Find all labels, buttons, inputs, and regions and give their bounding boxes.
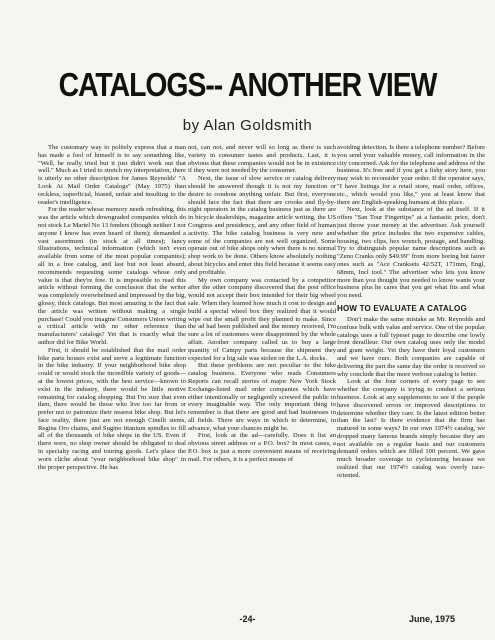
paragraph: not, can not, and never will so long as there is such variety in consumer tastes and products. Last, it is obvious that these companies would not be in existence if they were not needed by the consumer. (188, 144, 336, 175)
paragraph: Next, look at the substance of the ad itself. If it offers "San Tour Fingertips" at a fantastic price, don't just throw your money at the advertiser. Ask yourself whether the price includes the two expensive cables, housing, two clips, hex wrench, postage, and handling. Try to distinguish popular name descriptions such as "Zeno Cranks only $49.99" from more boring but fairer ones such as "Ace Cranksets 42/52T, 171mm, Engl, 68mm, Incl tool." The advertiser who lets you know more than you thought you needed to know wants your business plus he cares that you get what fits and what you need. (337, 206, 485, 300)
issue-date: June, 1975 (408, 614, 455, 624)
paragraph: The customary way to politely express that a man has made a fool of himself is to say something like, "Well, he really tried but it just didn't work out that well." Much as I tried to stretch my interpretation, there is utterly no other description for James Reynolds' "A Look At Mail Order Catalogs" (May 1975) than reckless, superficial, biased, unfair and insulting to the reader's intelligence. (38, 144, 186, 206)
article-byline: by Alan Goldsmith (182, 117, 313, 134)
paragraph: avoiding detection. Is there a telephone number? Before you send your valuable money, call information in the city concerned. Ask for the telephone and address of the business. It's free and if you get a fishy story here, you may wish to reconsider your order. If the operator says, "I have listings for a retail store, mail order, offices, etc., which would you like," you at least know that there are English-speaking humans at this place. (337, 144, 485, 206)
paragraph: First, look at the ad—carefully. Does it list an obvious street address or a P.O. box? In most cases, a P.O. box is just a more convenient means of receiving mail. For others, it is a perfect means of (188, 432, 336, 463)
page-number: -24- (239, 614, 256, 624)
paragraph: My own company was contacted by a competitor after the other company discovered that the post office would not accept their box intended for their big wheel sale. When they learned how much it cost to design and build a special wheel box they realized that it would wipe out the small profit they planned to make. Since the ad had been published and the money received, I'm sure a lot of customers were disappointed by the whole affair. Another company called us to buy a large quantity of Campy parts because the shipment they expected for a big sale was stolen on the L.A. docks. (188, 276, 336, 362)
paragraph: Don't make the same mistake as Mr. Reynolds and confuse bulk with value and service. One of the popular catalogs uses a full typeset page to describe one lowly front derailleur. Our own catalog uses only the model and gram weight. Yet they have their loyal customers and we have ours. Both companies are capable of delivering the part the same day the order is received so why conclude that the more verbose catalog is better. (337, 315, 485, 378)
paragraph: Look at the four corners of every page to see whether the company is trying to conduct a serious business. Look at any supplements to see if the people have discovered errors or improved descriptions to determine whether they care. Is the latest edition better than the last? Is there evidence that the firm has matured in some ways? In our own 1974½ catalog, we dropped many famous brands simply because they are not available on a regular basis and our customers demand orders which are filled 100 percent. We gave much broader coverage to cycletouring because we realized that our 1974½ catalog was overly race-oriented. (337, 378, 485, 479)
text-column-2 (188, 144, 336, 592)
section-subheading: HOW TO EVALUATE A CATALOG (337, 303, 467, 313)
paragraph: First, it should be established that the mail order bike parts houses exist and serve a legitimate function in the bike industry. If your neighborhood bike shop could or would stock the incredible variety of goods—at the lowest prices, with the best service—known to exist in the industry, there would be little motive remaining for catalog shopping. But I'm sure that even then, there would be those who live too far from or prefer not to patronize their nearest bike shop. But let's face reality, there just are not enough Cinelli stems, Regina Oro chains, and Sugino titanium spindles to fill all of the thousands of bike shops in the US. Even if there were, no shop owner should be obligated to deal in specialty racing and touring goods. Let's place the worn cliche about "your neighborhood bike shop" in the proper perspective. He has (38, 346, 186, 471)
paragraph: Next, the issue of slow service or catalog delivery should be answered though it is not my function or desire to condone anything unfair. But first, everyone should face the fact that there are crooks and fly-by-night operators in the catalog business just as there are in bicycle dealerships, magazine article writing, the US Congress and presidency, and any other field of human activity. The bike catalog business is very new and some of the companies are not well organized. Some operate out of bike shops only when there is no normal shop work to be done. Others know absolutely nothing about bicycles and enter this field because it seems easy and profitable. (188, 175, 336, 276)
article-headline: CATALOGS-- ANOTHER VIEW (58, 66, 437, 103)
paragraph: But these problems are not peculiar to the bike catalog business. Everyone who reads Consumers Reports can recall stories of major New York Stock Exchange-listed mail order companies which have either intentionally or negligently screwed the public in every imaginable way. The only important thing to remember is that there are good and bad businesses in all fields. There are ways in which to determine, in advance, what your chances might be. (188, 362, 336, 432)
text-column-3 (337, 144, 485, 592)
text-column-1 (38, 144, 186, 592)
paragraph: For the reader whose memory needs refreshing, this was the article which downgraded companies which do not stock Le Martel No 13 fenders (though neither I nor anyone I know has even heard of them); demanded a vast assortment (in stock at all times); fancy illustrations, technical information (which isn't even available from some of the most popular companies); all in a free catalog, and last but not least absurd, recommends requesting some catalogs whose only value is that they're free. It is impossible to read this article without forming the conclusion that the writer was completely overwhelmed and impressed by the big, glossy, thick catalogs. But most amazing is the fact that the article was written without making a single purchase! Could you imagine Consumers Union writing a critical article with no other reference than manufacturers' catalogs? Yet that is exactly what the author did for Bike World. (38, 206, 186, 346)
